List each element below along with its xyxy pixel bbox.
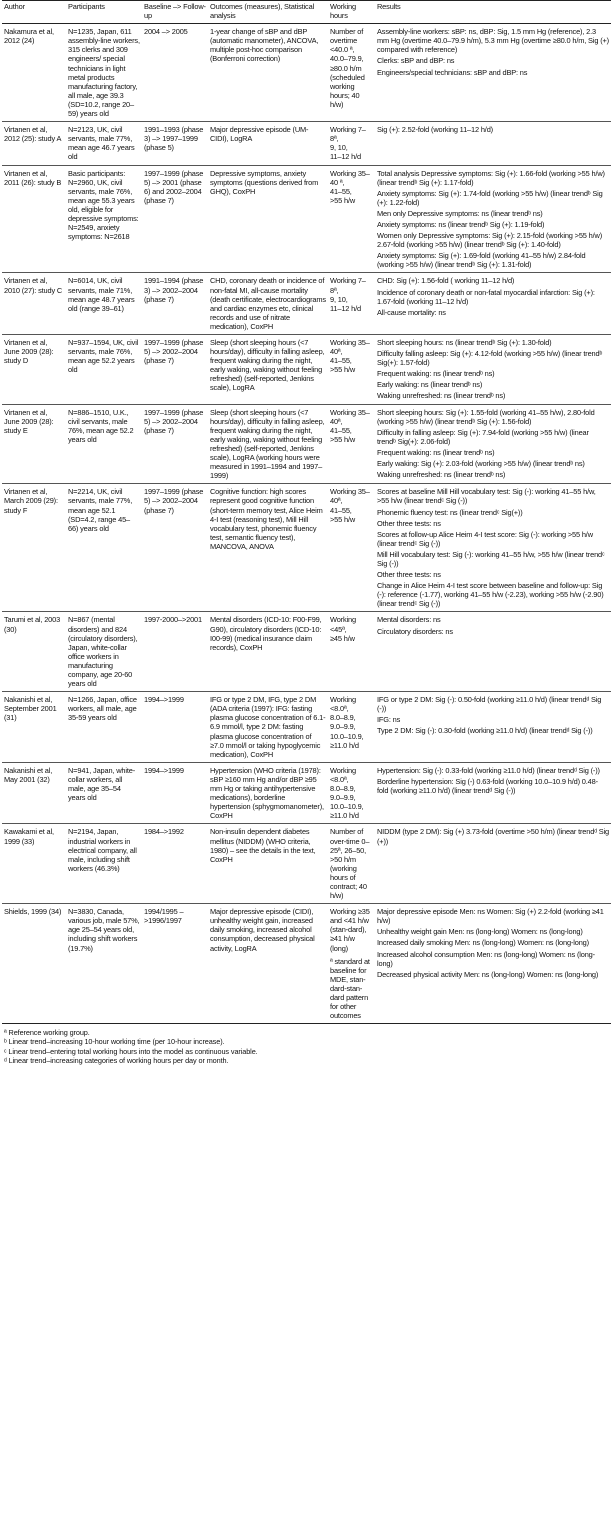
footnote: ᵇ Linear trend–increasing 10-hour working time (per 10-hour increase).	[4, 1037, 225, 1047]
cell-results	[375, 122, 611, 165]
hours-line: >55 h/w	[330, 434, 356, 444]
cell-outcomes: Sleep (short sleeping hours (<7 hours/day), difficulty in falling asleep, frequent waking during the night, early waking, waking without feeling refreshed) (self-reported, Jenkins scale), LogRA	[208, 335, 328, 405]
result-line: Early waking: Sig (+): 2.03-fold (working >55 h/w) (linear trendᵇ ns)	[377, 459, 585, 469]
studies-table	[2, 0, 611, 1024]
hours-line: 10.0–10.9,	[330, 731, 364, 741]
cell-results	[375, 824, 611, 904]
cell-baseline: 1997–1999 (phase 5) –> 2002–2004 (phase 7)	[142, 335, 208, 405]
result-line: Borderline hypertension: Sig (-) 0.63-fold (working 10.0–10.9 h/d) 0.48-fold (working ≥11.0 h/d) (linear trendᵈ Sig (-))	[377, 776, 598, 796]
cell-results	[375, 904, 611, 1024]
hours-line: 9, 10,	[330, 143, 348, 153]
cell-outcomes: Depressive symptoms, anxiety symptoms (questions derived from GHQ), CoxPH	[208, 165, 328, 273]
cell-outcomes: 1-year change of sBP and dBP (automatic manometer), ANCOVA, multiple post-hoc comparison (Bonferroni correction)	[208, 24, 328, 122]
result-line: Major depressive episode Men: ns Women: Sig (+) 2.2-fold (working ≥41 h/w)	[377, 907, 604, 926]
result-line: NIDDM (type 2 DM): Sig (+) 3.73-fold (overtime >50 h/m) (linear trendᵈ Sig (+))	[377, 827, 609, 846]
cell-outcomes: Cognitive function: high scores represent good cognitive function (short-term memory test, Alice Heim 4-I test (reasoning test), Mill Hill vocabulary test, phonemic fluency test, semantic fluency test), MANCOVA, ANOVA	[208, 484, 328, 612]
hours-line: Working 7–8ª,	[330, 125, 366, 144]
result-line: Assembly-line workers: sBP: ns, dBP: Sig, 1.5 mm Hg (reference), 2.3 mm Hg (overtime 40.0–79.9 h/m), 5.3 mm Hg (overtime ≥80.0 h/m, Sig (+) compared with reference)	[377, 27, 609, 55]
table-body	[2, 24, 611, 1024]
result-line: IFG: ns	[377, 715, 401, 725]
cell-author: Nakanishi et al, May 2001 (32)	[2, 762, 66, 824]
result-line: Other three tests: ns	[377, 518, 441, 528]
hours-line: Working 7–8ª,	[330, 276, 366, 295]
cell-author: Nakamura et al, 2012 (24)	[2, 24, 66, 122]
footnote: ª Reference working group.	[4, 1028, 90, 1038]
result-line: Circulatory disorders: ns	[377, 626, 453, 636]
table-row	[2, 612, 611, 692]
hours-line: 41–55,	[330, 425, 352, 435]
result-line: Anxiety symptoms: ns (linear trendᵇ Sig (+): 1.19-fold)	[377, 219, 545, 229]
hours-line: 9.0–9.9,	[330, 793, 356, 803]
footnote: ᶜ Linear trend–entering total working hours into the model as continuous variable.	[4, 1046, 258, 1056]
cell-outcomes: Hypertension (WHO criteria (1978): sBP ≥160 mm Hg and/or dBP ≥95 mm Hg or taking antihypertensive medications), borderline hypertension (sphygmomanometer), CoxPH	[208, 762, 328, 824]
result-line: Total analysis Depressive symptoms: Sig (+): 1.66-fold (working >55 h/w) (linear trendᵇ Sig (+): 1.17-fold)	[377, 168, 605, 187]
hours-line: Number of over-time 0–25ª, 26–50, >50 h/m (working hours of contract; 40 h/w)	[330, 827, 370, 901]
hours-line: 41–55,	[330, 186, 352, 196]
cell-participants: N=6014, UK, civil servants, male 71%, mean age 48.7 years old (range 39–61)	[66, 273, 142, 335]
hours-line: Number of overtime <40.0 ª, 40.0–79.9, ≥80.0 h/m (scheduled working hours; 40 h/w)	[330, 27, 365, 109]
cell-author: Nakanishi et al, September 2001 (31)	[2, 692, 66, 763]
cell-baseline: 1994–>1999	[142, 692, 208, 763]
header-participants: Participants	[66, 1, 142, 24]
hours-line: 8.0–8.9,	[330, 784, 356, 794]
header-baseline: Baseline –> Follow-up	[142, 1, 208, 24]
result-line: Incidence of coronary death or non-fatal myocardial infarction: Sig (+): 1.67-fold (working 11–12 h/d)	[377, 287, 595, 306]
hours-line: Working 35–40ª,	[330, 338, 370, 357]
header-row	[2, 1, 611, 24]
hours-line: Working ≥35 and <41 h/w (stan-dard), ≥41 h/w (long)	[330, 907, 370, 953]
footnotes	[4, 1028, 613, 1065]
cell-baseline: 1991–1993 (phase 3) –> 1997–1999 (phase 5)	[142, 122, 208, 165]
hours-line: Working 35–40ª,	[330, 487, 370, 506]
hours-line: Working 35–40 ª,	[330, 168, 370, 187]
cell-hours	[328, 612, 375, 692]
cell-author: Shields, 1999 (34)	[2, 904, 66, 1024]
result-line: Sig (+): 2.52-fold (working 11–12 h/d)	[377, 125, 493, 135]
result-line: Hypertension: Sig (-): 0.33-fold (working ≥11.0 h/d) (linear trendᵈ Sig (-))	[377, 765, 600, 775]
hours-line: ≥11.0 h/d	[330, 811, 359, 821]
result-line: CHD: Sig (+): 1.56-fold ( working 11–12 h/d)	[377, 276, 515, 286]
hours-line: 11–12 h/d	[330, 152, 361, 162]
result-line: Women only Depressive symptoms: Sig (+): 2.15-fold (working >55 h/w) 2.67-fold (working >55 h/w) (linear trendᵇ Sig (+): 1.40-fold)	[377, 231, 603, 250]
cell-baseline: 1984–>1992	[142, 824, 208, 904]
cell-baseline: 1997–1999 (phase 5) –> 2002–2004 (phase 7)	[142, 404, 208, 484]
cell-hours	[328, 24, 375, 122]
cell-author: Virtanen et al, March 2009 (29): study F	[2, 484, 66, 612]
cell-author: Virtanen et al, June 2009 (28): study E	[2, 404, 66, 484]
cell-author: Virtanen et al, 2012 (25): study A	[2, 122, 66, 165]
cell-hours	[328, 762, 375, 824]
cell-results	[375, 273, 611, 335]
footnote: ᵈ Linear trend–increasing categories of working hours per day or month.	[4, 1055, 229, 1065]
cell-results	[375, 165, 611, 273]
table-row	[2, 484, 611, 612]
cell-outcomes: Mental disorders (ICD-10: F00-F99, G90), circulatory disorders (ICD-10: I00-99) (medical insurance claim records), CoxPH	[208, 612, 328, 692]
result-line: Phonemic fluency test: ns (linear trendᶜ Sig(+))	[377, 507, 523, 517]
cell-hours	[328, 165, 375, 273]
cell-baseline: 1991–1994 (phase 3) –> 2002–2004 (phase 7)	[142, 273, 208, 335]
cell-outcomes: Sleep (short sleeping hours (<7 hours/day), difficulty in falling asleep, frequent waking during the night, early waking, waking without feeling refreshed) (self-reported, Jenkins scale), LogRA (working hours were measured in 1991–1994 and 1997–1999)	[208, 404, 328, 484]
result-line: All-cause mortality: ns	[377, 307, 446, 317]
table-row	[2, 824, 611, 904]
cell-participants: N=2214, UK, civil servants, male 77%, mean age 52.1 (SD=4.2, range 45–66) years old	[66, 484, 142, 612]
cell-baseline: 2004 –> 2005	[142, 24, 208, 122]
cell-participants: N=886–1510, U.K., civil servants, male 76%, mean age 52.2 years old	[66, 404, 142, 484]
table-row	[2, 273, 611, 335]
header-results: Results	[375, 1, 611, 24]
result-line: Increased alcohol consumption Men: ns (long-long) Women: ns (long-long)	[377, 949, 595, 968]
table-row	[2, 165, 611, 273]
cell-results	[375, 484, 611, 612]
result-line: Men only Depressive symptoms: ns (linear trendᵇ ns)	[377, 208, 543, 218]
cell-outcomes: Non-insulin dependent diabetes mellitus (NIDDM) (WHO criteria, 1980) – see the details in the text, CoxPH	[208, 824, 328, 904]
cell-hours	[328, 273, 375, 335]
header-author: Author	[2, 1, 66, 24]
table-row	[2, 692, 611, 763]
cell-author: Kawakami et al, 1999 (33)	[2, 824, 66, 904]
table-row	[2, 904, 611, 1024]
result-line: Short sleeping hours: ns (linear trendᵇ Sig (+): 1.30-fold)	[377, 338, 552, 347]
cell-results	[375, 692, 611, 763]
cell-results	[375, 24, 611, 122]
hours-line: ≥45 h/w	[330, 633, 355, 643]
table-row	[2, 24, 611, 122]
cell-author: Tarumi et al, 2003 (30)	[2, 612, 66, 692]
table-row	[2, 762, 611, 824]
cell-hours	[328, 692, 375, 763]
cell-results	[375, 335, 611, 405]
cell-hours	[328, 904, 375, 1024]
hours-line: 41–55,	[330, 356, 352, 366]
result-line: Difficulty falling asleep: Sig (+): 4.12-fold (working >55 h/w) (linear trendᵇ Sig(+): 1.57-fold)	[377, 349, 603, 368]
table-row	[2, 335, 611, 405]
hours-line: 9, 10,	[330, 294, 348, 304]
cell-baseline: 1994/1995 –>1996/1997	[142, 904, 208, 1024]
cell-author: Virtanen et al, 2010 (27): study C	[2, 273, 66, 335]
result-line: Engineers/special technicians: sBP and dBP: ns	[377, 67, 528, 77]
cell-participants: N=937–1594, UK, civil servants, male 76%, mean age 52.2 years old	[66, 335, 142, 405]
hours-line: Working <8.0ª,	[330, 695, 356, 714]
result-line: Decreased physical activity Men: ns (long-long) Women: ns (long-long)	[377, 969, 599, 979]
cell-author: Virtanen et al, 2011 (26): study B	[2, 165, 66, 273]
result-line: Clerks: sBP and dBP: ns	[377, 56, 455, 66]
cell-baseline: 1997–1999 (phase 5) –> 2001 (phase 6) and 2002–2004 (phase 7)	[142, 165, 208, 273]
hours-line: 10.0–10.9,	[330, 802, 364, 812]
cell-hours	[328, 404, 375, 484]
cell-participants: N=2194, Japan, industrial workers in electrical company, all male, including shift workers (46.3%)	[66, 824, 142, 904]
result-line: Frequent waking: ns (linear trendᵇ ns)	[377, 369, 495, 379]
table-row	[2, 404, 611, 484]
cell-results	[375, 404, 611, 484]
cell-participants: N=2123, UK, civil servants, male 77%, mean age 46.7 years old	[66, 122, 142, 165]
cell-participants: Basic participants: N=2960, UK, civil servants, male 76%, mean age 55.3 years old, eligible for depressive symptoms: N=2549, anxiety symptoms: N=2618	[66, 165, 142, 273]
result-line: IFG or type 2 DM: Sig (-): 0.50-fold (working ≥11.0 h/d) (linear trendᵈ Sig (-))	[377, 695, 602, 714]
cell-baseline: 1997–1999 (phase 5) –> 2002–2004 (phase 7)	[142, 484, 208, 612]
result-line: Frequent waking: ns (linear trendᵇ ns)	[377, 447, 495, 457]
result-line: Waking unrefreshed: ns (linear trendᵇ ns)	[377, 391, 506, 401]
result-line: Other three tests: ns	[377, 570, 441, 580]
table-row	[2, 122, 611, 165]
result-line: Early waking: ns (linear trendᵇ ns)	[377, 380, 483, 390]
result-line: Waking unrefreshed: ns (linear trendᵇ ns)	[377, 470, 506, 480]
cell-participants: N=3830, Canada, various job, male 57%, age 25–54 years old, including shift workers (19.7%)	[66, 904, 142, 1024]
hours-line: ≥11.0 h/d	[330, 740, 359, 750]
header-hours: Working hours	[328, 1, 375, 24]
cell-participants: N=1266, Japan, office workers, all male, age 35-59 years old	[66, 692, 142, 763]
result-line: Mental disorders: ns	[377, 615, 441, 625]
cell-hours	[328, 824, 375, 904]
hours-line: >55 h/w	[330, 365, 356, 375]
result-line: Mill Hill vocabulary test: Sig (-): working 41–55 h/w, >55 h/w (linear trendᶜ Sig (-))	[377, 549, 605, 568]
result-line: Change in Alice Heim 4-I test score between baseline and follow-up: Sig (-): reference (-1.77), working 41–55 h/w (-2.23), working >55 h/w (-2.90) (linear trendᶜ Sig (-))	[377, 581, 604, 609]
cell-participants: N=867 (mental disorders) and 824 (circulatory disorders), Japan, white-collar office workers in manufacturing company, age 20-60 years old	[66, 612, 142, 692]
result-line: Scores at follow-up Alice Heim 4-I test score: Sig (-): working >55 h/w (linear trendᶜ Sig (-))	[377, 529, 593, 548]
cell-baseline: 1997-2000–>2001	[142, 612, 208, 692]
hours-line: Working <8.0ª,	[330, 765, 356, 784]
hours-line: 41–55,	[330, 505, 352, 515]
hours-line: 8.0–8.9,	[330, 713, 356, 723]
cell-baseline: 1994–>1999	[142, 762, 208, 824]
result-line: Anxiety symptoms: Sig (+): 1.74-fold (working >55 h/w) (linear trendᵇ Sig (+): 1.22-fold)	[377, 188, 603, 207]
cell-results	[375, 612, 611, 692]
result-line: Anxiety symptoms: Sig (+): 1.69-fold (working 41–55 h/w) 2.84-fold (working >55 h/w) (linear trendᵇ Sig (+): 1.31-fold)	[377, 251, 586, 270]
hours-line: 11–12 h/d	[330, 303, 361, 313]
result-line: Difficulty in falling asleep: Sig (+): 7.94-fold (working >55 h/w) (linear trendᵇ Sig(+): 2.06-fold)	[377, 427, 589, 446]
header-outcomes: Outcomes (measures), Statistical analysis	[208, 1, 328, 24]
cell-outcomes: IFG or type 2 DM, IFG, type 2 DM (ADA criteria (1997): IFG: fasting plasma glucose concentration of 6.1-6.9 mmol/l, type 2 DM: fasting plasma glucose concentration of ≥7.0 mmol/l or taking hypoglycemic medication), CoxPH	[208, 692, 328, 763]
cell-hours	[328, 484, 375, 612]
cell-hours	[328, 335, 375, 405]
cell-author: Virtanen et al, June 2009 (28): study D	[2, 335, 66, 405]
cell-outcomes: Major depressive episode (UM-CIDI), LogRA	[208, 122, 328, 165]
result-line: Short sleeping hours: Sig (+): 1.55-fold (working 41–55 h/w), 2.80-fold (working >55 h/w) (linear trendᵇ Sig (+): 1.56-fold)	[377, 407, 595, 426]
cell-hours	[328, 122, 375, 165]
cell-outcomes: CHD, coronary death or incidence of non-fatal MI, all-cause mortality (death certificate, electrocardiograms and cardiac enzymes etc, clinical records and use of nitrate medication), CoxPH	[208, 273, 328, 335]
hours-line: Working 35–40ª,	[330, 407, 370, 426]
hours-line: 9.0–9.9,	[330, 722, 356, 732]
cell-participants: N=1235, Japan, 611 assembly-line workers, 315 clerks and 309 engineers/ special technicians in light metal products manufacturing factory, all male, age 39.3 (SD=10.2, range 20–59) years old	[66, 24, 142, 122]
cell-outcomes: Major depressive episode (CIDI), unhealthy weight gain, increased daily smoking, increased alcohol consumption, decreased physical activity, LogRA	[208, 904, 328, 1024]
hours-line: ª standard at baseline for MDE, stan-dard-stan-dard pattern for other outcomes	[330, 956, 370, 1021]
hours-line: >55 h/w	[330, 514, 356, 524]
hours-line: Working <45ª,	[330, 615, 356, 634]
cell-participants: N=941, Japan, white-collar workers, all male, age 35–54 years old	[66, 762, 142, 824]
hours-line: >55 h/w	[330, 195, 356, 205]
result-line: Type 2 DM: Sig (-): 0.30-fold (working ≥11.0 h/d) (linear trendᵈ Sig (-))	[377, 726, 593, 736]
cell-results	[375, 762, 611, 824]
result-line: Increased daily smoking Men: ns (long-long) Women: ns (long-long)	[377, 938, 589, 948]
result-line: Unhealthy weight gain Men: ns (long-long) Women: ns (long-long)	[377, 927, 583, 937]
result-line: Scores at baseline Mill Hill vocabulary test: Sig (-): working 41–55 h/w, >55 h/w (linear trendᶜ Sig (-))	[377, 487, 596, 506]
